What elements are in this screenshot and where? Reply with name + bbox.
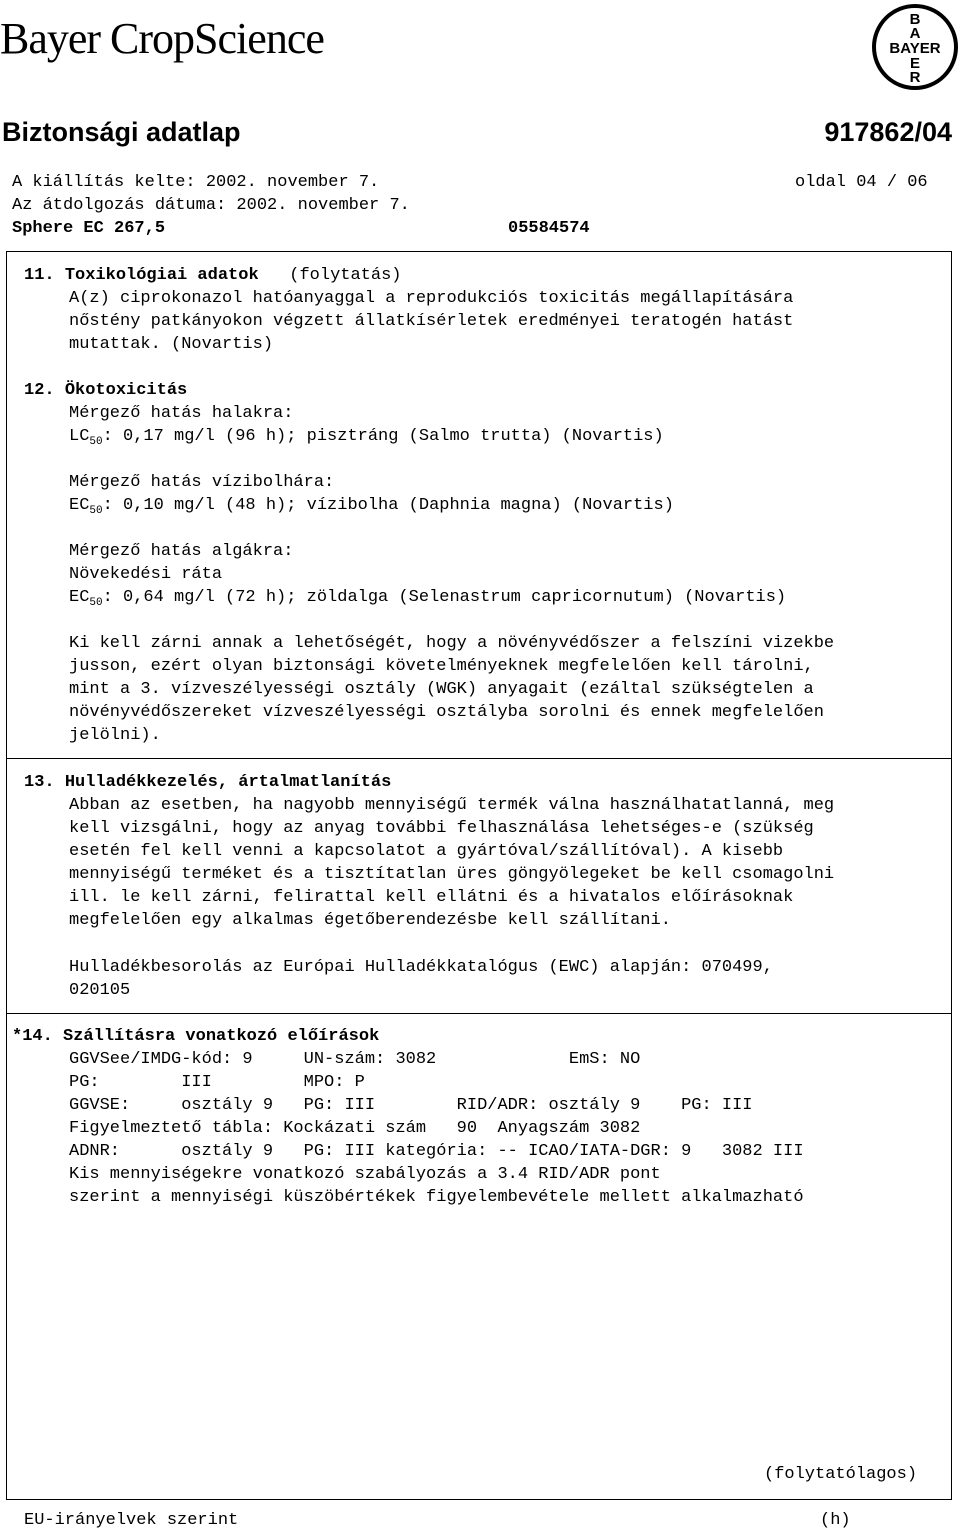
section-12-paragraph-line: jusson, ezért olyan biztonsági követelményeknek megfelelően kell tárolni, [69,657,814,676]
logo-letter-v5: R [909,69,921,86]
algae-toxicity-value: $EC_{50}$: 0,64 mg/l (72 h); zöldalga (Selenastrum capricornutum) (Novartis) [69,588,787,609]
document-number: 917862/04 [824,117,952,147]
algae-toxicity-sublabel: Növekedési ráta [69,565,223,584]
transport-line: PG: III MPO: P [69,1073,365,1092]
transport-line: GGVSE: osztály 9 PG: III RID/ADR: osztály 9 PG: III [69,1096,753,1115]
fish-toxicity-value: $LC_{50}$: 0,17 mg/l (96 h); pisztráng (Salmo trutta) (Novartis) [69,427,664,448]
section-12-paragraph-line: mint a 3. vízveszélyességi osztály (WGK) anyagait (ezáltal szükségtelen a [69,680,814,699]
section-14-title: Szállításra vonatkozó előírások [63,1027,380,1046]
revision-date: Az átdolgozás dátuma: 2002. november 7. [12,196,410,215]
ewc-classification-line: Hulladékbesorolás az Európai Hulladékkatalógus (EWC) alapján: 070499, [69,958,773,977]
section-11-number: 11. [24,266,55,285]
transport-line: GGVSee/IMDG-kód: 9 UN-szám: 3082 EmS: NO [69,1050,641,1069]
bayer-cross-logo [870,2,960,92]
logo-letter-v4: E [909,55,921,72]
section-13-title: Hulladékkezelés, ártalmatlanítás [64,773,392,792]
section-12-paragraph-line: jelölni). [69,726,161,745]
issue-date: A kiállítás kelte: 2002. november 7. [12,173,380,192]
document-title: Biztonsági adatlap [2,117,241,147]
ewc-classification-line: 020105 [69,981,131,1000]
section-11-heading [24,264,401,287]
transport-line: ADNR: osztály 9 PG: III kategória: -- ICAO/IATA-DGR: 9 3082 III [69,1142,804,1161]
page-number: oldal 04 / 06 [795,173,928,192]
brand-name: Bayer CropScience [0,14,324,63]
section-11-suffix: (folytatás) [289,266,402,285]
section-11-line: A(z) ciprokonazol hatóanyaggal a reprodukciós toxicitás megállapítására [69,289,794,308]
section-13-number: 13. [24,773,55,792]
section-13-paragraph-line: mennyiségű terméket és a tisztítatlan üres göngyölegeket be kell csomagolni [69,865,835,884]
daphnia-toxicity-value: $EC_{50}$: 0,10 mg/l (48 h); vízibolha (Daphnia magna) (Novartis) [69,496,674,517]
daphnia-toxicity-label: Mérgező hatás vízibolhára: [69,473,335,492]
transport-line: Figyelmeztető tábla: Kockázati szám 90 Anyagszám 3082 [69,1119,641,1138]
fish-toxicity-label: Mérgező hatás halakra: [69,404,294,423]
algae-toxicity-label: Mérgező hatás algákra: [69,542,294,561]
section-12-number: 12. [24,381,55,400]
section-13-paragraph-line: megfelelően egy alkalmas égetőberendezésbe kell szállítani. [69,911,671,930]
product-code: 05584574 [508,219,590,238]
section-12-heading [24,379,187,402]
transport-line: szerint a mennyiségi küszöbértékek figyelembevétele mellett alkalmazható [69,1188,804,1207]
product-name: Sphere EC 267,5 [12,219,166,238]
footer-code: (h) [820,1511,851,1530]
section-11-title: Toxikológiai adatok [64,266,259,285]
transport-line: Kis mennyiségekre vonatkozó szabályozás a 3.4 RID/ADR pont [69,1165,661,1184]
section-12-paragraph-line: növényvédőszereket vízveszélyességi osztályba sorolni és ennek megfelelően [69,703,824,722]
section-13-paragraph-line: Abban az esetben, ha nagyobb mennyiségű termék válna használhatatlanná, meg [69,796,835,815]
continued-note: (folytatólagos) [764,1465,918,1484]
logo-letter-v1: B [909,11,921,28]
section-13-paragraph-line: esetén fel kell venni a kapcsolatot a gyártóval/szállítóval). A kisebb [69,842,784,861]
section-13-heading [24,771,391,794]
logo-letter-h: BAYER [889,40,941,57]
section-13-paragraph-line: kell vizsgálni, hogy az anyag további felhasználása lehetséges-e (szükség [69,819,814,838]
section-12-paragraph-line: Ki kell zárni annak a lehetőségét, hogy a növényvédőszer a felszíni vizekbe [69,634,835,653]
footer-directive: EU-irányelvek szerint [24,1511,239,1530]
section-11-line: mutattak. (Novartis) [69,335,274,354]
logo-letter-v2: A [909,25,921,42]
section-11-line: nőstény patkányokon végzett állatkísérletek eredményei teratogén hatást [69,312,794,331]
section-14-heading [12,1025,379,1048]
section-13-paragraph-line: ill. le kell zárni, felirattal kell ellátni és a hivatalos előírásoknak [69,888,794,907]
section-12-title: Ökotoxicitás [64,381,188,400]
section-14-number: *14. [12,1027,53,1046]
